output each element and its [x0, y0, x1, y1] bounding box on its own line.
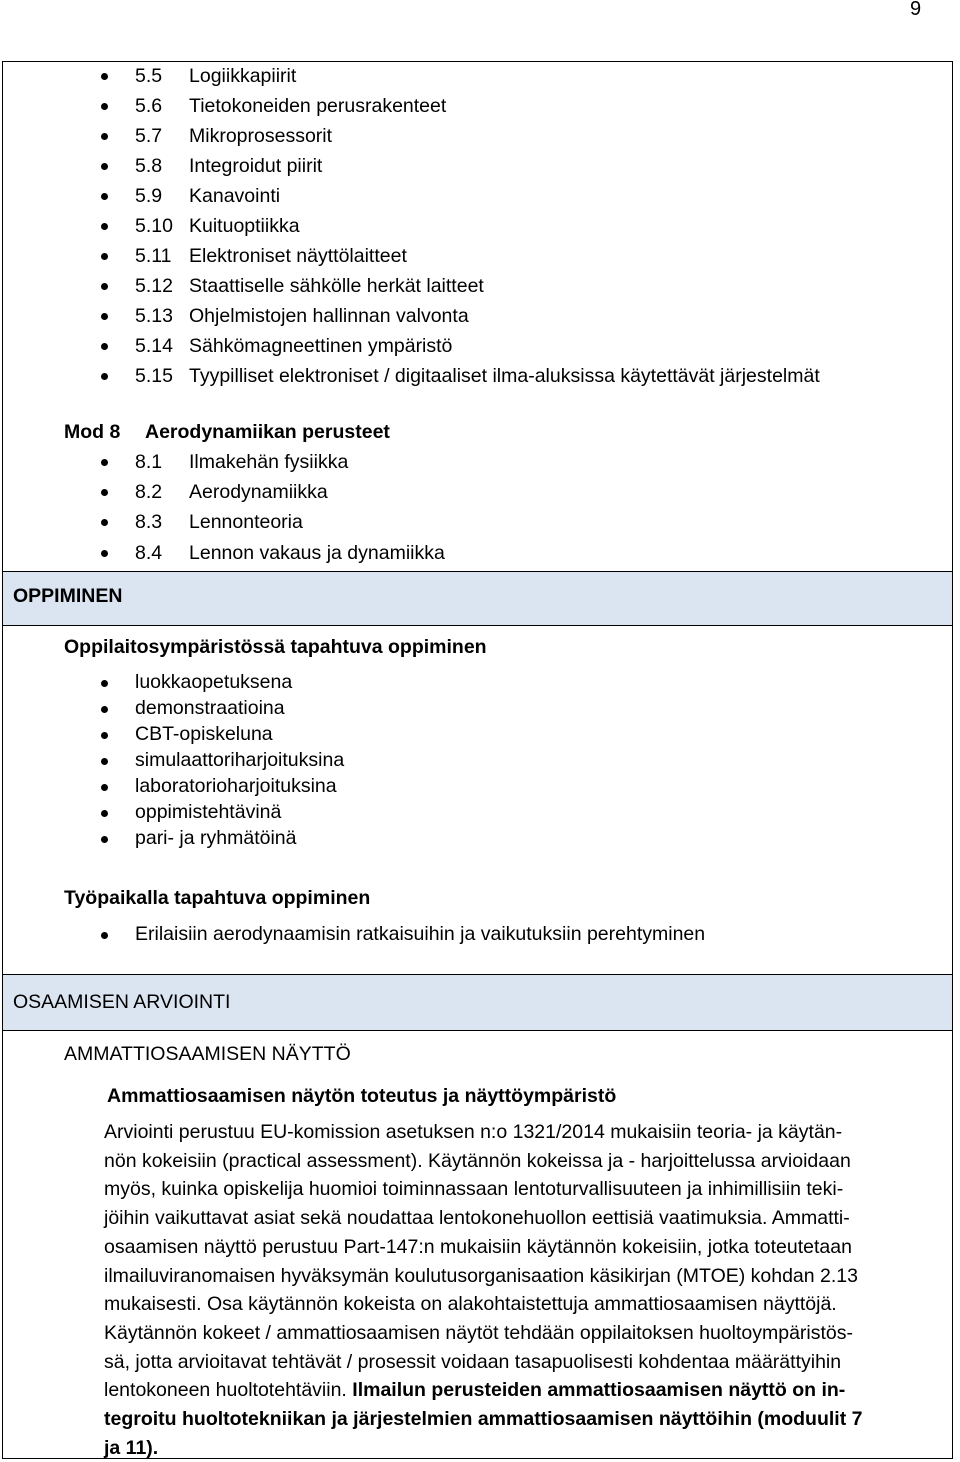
item-label: Aerodynamiikka: [189, 481, 328, 503]
paragraph-bold-text: ja 11).: [104, 1436, 159, 1459]
item-label: Kuituoptiikka: [189, 215, 300, 237]
bullet-icon: [101, 706, 108, 713]
bullet-icon: [101, 680, 108, 687]
paragraph-line: osaamisen näyttö perustuu Part-147:n mukaisiin käytännön kokeisiin, jotka toteutetaan: [104, 1235, 852, 1258]
item-number: 8.2: [135, 481, 163, 503]
item-number: 5.15: [135, 365, 173, 387]
module-title: Aerodynamiikan perusteet: [145, 421, 390, 443]
bullet-icon: [101, 343, 108, 350]
paragraph-text: lentokoneen huoltotehtäviin.: [104, 1379, 353, 1402]
bullet-icon: [101, 133, 108, 140]
bullet-icon: [101, 73, 108, 80]
paragraph-line: mukaisesti. Osa käytännön kokeista on alakohtaistettuja ammattiosaamisen näyttöjä.: [104, 1293, 837, 1316]
item-label: Mikroprosessorit: [189, 125, 333, 147]
item-label: Ilmakehän fysiikka: [189, 451, 349, 473]
item-number: 5.14: [135, 335, 173, 357]
paragraph-line: sä, jotta arvioitavat tehtävät / prosessit voidaan tasapuolisesti kohdentaa määrättyihin: [104, 1350, 842, 1373]
item-number: 5.11: [135, 245, 172, 267]
item-label: Tyypilliset elektroniset / digitaaliset ilma-aluksissa käytettävät järjestelmät: [189, 365, 820, 387]
item-label: Elektroniset näyttölaitteet: [189, 245, 407, 267]
item-label: luokkaopetuksena: [135, 671, 293, 693]
bullet-icon: [101, 732, 108, 739]
subsubsection-title: Ammattiosaamisen näytön toteutus ja näyttöympäristö: [107, 1085, 617, 1107]
section-header-oppiminen: [3, 571, 952, 626]
bullet-icon: [101, 373, 108, 380]
item-label: CBT-opiskeluna: [135, 723, 273, 745]
bullet-icon: [101, 810, 108, 817]
bullet-icon: [101, 313, 108, 320]
school-learning-heading: Oppilaitosympäristössä tapahtuva oppiminen: [64, 636, 487, 658]
item-number: 5.6: [135, 95, 163, 117]
paragraph-line: [104, 1405, 934, 1434]
paragraph-line: nön kokeisiin (practical assessment). Käytännön kokeissa ja - harjoittelussa arvioidaan: [104, 1149, 851, 1172]
bullet-icon: [101, 932, 108, 939]
item-number: 5.9: [135, 185, 163, 207]
item-label: Lennon vakaus ja dynamiikka: [189, 542, 445, 564]
item-label: Logiikkapiirit: [189, 65, 297, 87]
item-label: Tietokoneiden perusrakenteet: [189, 95, 447, 117]
bullet-icon: [101, 223, 108, 230]
assessment-paragraph: [104, 1118, 934, 1462]
paragraph-line: Käytännön kokeet / ammattiosaamisen näytöt tehdään oppilaitoksen huoltoympäristös-: [104, 1321, 854, 1344]
bullet-icon: [101, 758, 108, 765]
item-label: Erilaisiin aerodynaamisin ratkaisuihin ja vaikutuksiin perehtyminen: [135, 923, 706, 945]
section-title: OSAAMISEN ARVIOINTI: [13, 991, 231, 1013]
item-number: 5.13: [135, 305, 173, 327]
item-number: 5.7: [135, 125, 163, 147]
item-label: Staattiselle sähkölle herkät laitteet: [189, 275, 484, 297]
item-label: oppimistehtävinä: [135, 801, 282, 823]
item-label: Ohjelmistojen hallinnan valvonta: [189, 305, 469, 327]
section-title: OPPIMINEN: [13, 585, 123, 607]
item-label: Integroidut piirit: [189, 155, 323, 177]
paragraph-bold-text: tegroitu huoltotekniikan ja järjestelmien ammattiosaamisen näyttöihin (moduulit 7: [104, 1408, 863, 1431]
item-label: laboratorioharjoituksina: [135, 775, 337, 797]
item-number: 8.1: [135, 451, 163, 473]
bullet-icon: [101, 163, 108, 170]
section-header-arviointi: [3, 974, 952, 1031]
bullet-icon: [101, 550, 108, 557]
item-label: Kanavointi: [189, 185, 281, 207]
module-number: Mod 8: [64, 421, 121, 443]
bullet-icon: [101, 103, 108, 110]
bullet-icon: [101, 459, 108, 466]
item-number: 5.10: [135, 215, 173, 237]
item-number: 8.4: [135, 542, 163, 564]
item-number: 5.5: [135, 65, 163, 87]
paragraph-line: jöihin vaikuttavat asiat sekä noudattaa lentokonehuollon eettisiä vaatimuksia. Ammatti-: [104, 1207, 850, 1230]
subsection-title: AMMATTIOSAAMISEN NÄYTTÖ: [64, 1043, 351, 1065]
item-label: pari- ja ryhmätöinä: [135, 827, 297, 849]
bullet-icon: [101, 193, 108, 200]
paragraph-line: Arviointi perustuu EU-komission asetuksen n:o 1321/2014 mukaisiin teoria- ja käytän-: [104, 1121, 843, 1143]
paragraph-line: myös, kuinka opiskelija huomioi toiminnassaan lentoturvallisuuteen ja inhimillisiin teki-: [104, 1178, 844, 1201]
paragraph-line: [104, 1376, 934, 1405]
bullet-icon: [101, 519, 108, 526]
item-label: Lennonteoria: [189, 511, 303, 533]
item-label: Sähkömagneettinen ympäristö: [189, 335, 453, 357]
work-learning-heading: Työpaikalla tapahtuva oppiminen: [64, 887, 371, 909]
item-number: 8.3: [135, 511, 163, 533]
item-label: simulaattoriharjoituksina: [135, 749, 345, 771]
bullet-icon: [101, 784, 108, 791]
bullet-icon: [101, 283, 108, 290]
paragraph-bold-text: Ilmailun perusteiden ammattiosaamisen näyttö on in-: [352, 1379, 846, 1402]
item-label: demonstraatioina: [135, 697, 285, 719]
item-number: 5.8: [135, 155, 163, 177]
paragraph-line: [104, 1434, 934, 1462]
page-number: 9: [910, 0, 922, 20]
bullet-icon: [101, 253, 108, 260]
bullet-icon: [101, 836, 108, 843]
item-number: 5.12: [135, 275, 173, 297]
bullet-icon: [101, 489, 108, 496]
paragraph-line: ilmailuviranomaisen hyväksymän koulutusorganisaation käsikirjan (MTOE) kohdan 2.13: [104, 1264, 858, 1287]
